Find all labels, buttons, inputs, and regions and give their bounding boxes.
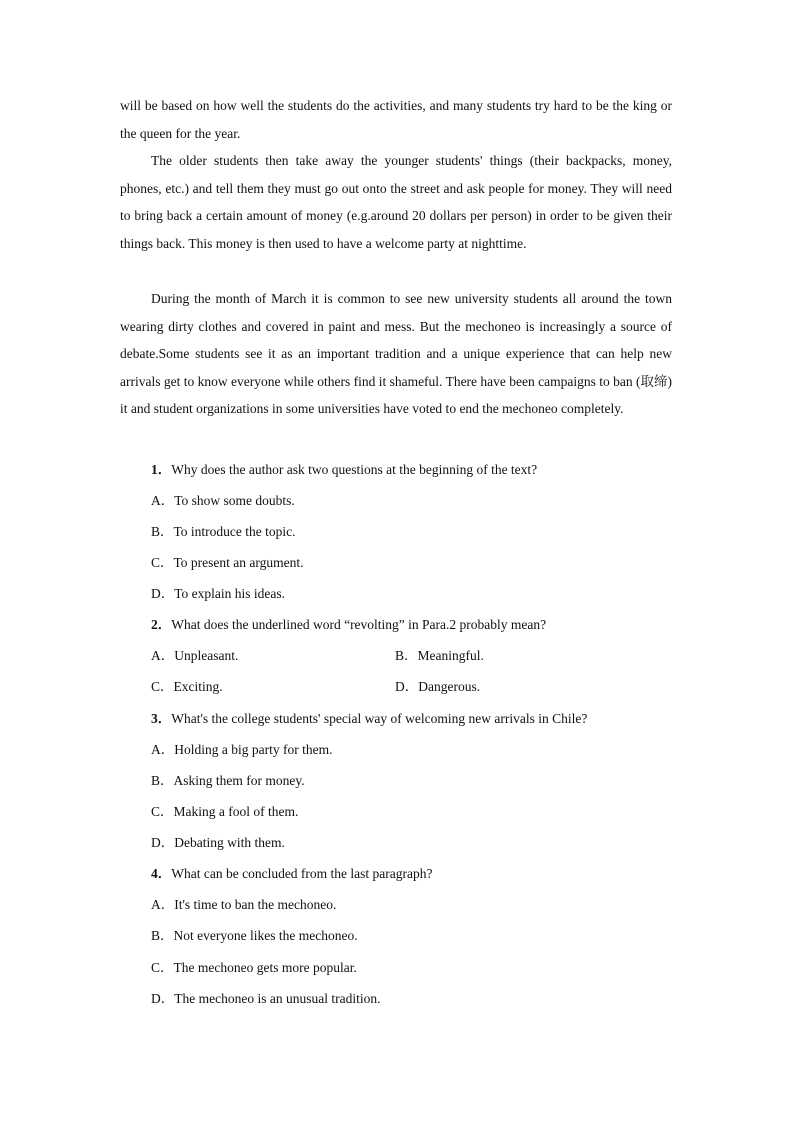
question-4-stem-line	[151, 864, 433, 884]
question-3-option-c: C．Making a fool of them.	[151, 804, 299, 819]
question-2-option-a: A．Unpleasant.	[151, 648, 239, 663]
question-3-stem-line	[151, 709, 587, 729]
question-1-option-d: D．To explain his ideas.	[151, 586, 286, 601]
passage-paragraph-1: will be based on how well the students do the activities, and many students try hard to be the king or the queen for the year.	[120, 98, 672, 141]
question-3-stem: What's the college students' special way of welcoming new arrivals in Chile?	[171, 711, 588, 726]
question-2-option-d: D．Dangerous.	[395, 679, 481, 694]
question-4-number: 4．	[151, 866, 172, 881]
question-1-option-c: C．To present an argument.	[151, 555, 304, 570]
question-2-stem: What does the underlined word “revolting” in Para.2 probably mean?	[171, 617, 547, 632]
passage-paragraph-2: The older students then take away the younger students' things (their backpacks, money, phones, etc.) and tell them they must go out onto the street and ask people for money. They will need to bring back a certain amount of money (e.g.around 20 dollars per person) in order to be given their things back. This money is then used to have a welcome party at nighttime.	[120, 153, 672, 251]
question-2-stem-line	[151, 615, 546, 635]
question-1-stem-line	[151, 460, 537, 480]
question-3-option-a: A．Holding a big party for them.	[151, 742, 333, 757]
question-4-option-a: A．It's time to ban the mechoneo.	[151, 897, 337, 912]
question-2-option-b: B．Meaningful.	[395, 648, 484, 663]
question-4-stem: What can be concluded from the last paragraph?	[171, 866, 433, 881]
question-1-option-b: B．To introduce the topic.	[151, 524, 296, 539]
question-3-number: 3．	[151, 711, 172, 726]
question-1-option-a: A．To show some doubts.	[151, 493, 295, 508]
question-2-option-c: C．Exciting.	[151, 679, 223, 694]
question-3-option-d: D．Debating with them.	[151, 835, 285, 850]
question-1-stem: Why does the author ask two questions at the beginning of the text?	[171, 462, 538, 477]
question-3-option-b: B．Asking them for money.	[151, 773, 305, 788]
passage-paragraph-3: During the month of March it is common to see new university students all around the town wearing dirty clothes and covered in paint and mess. But the mechoneo is increasingly a source of debate.Some students see it as an important tradition and a unique experience that can help new arrivals get to know everyone while others find it shameful. There have been campaigns to ban (取缔) it and student organizations in some universities have voted to end the mechoneo completely.	[120, 291, 672, 417]
question-1-number: 1．	[151, 462, 172, 477]
question-4-option-c: C．The mechoneo gets more popular.	[151, 960, 357, 975]
question-4-option-b: B．Not everyone likes the mechoneo.	[151, 928, 358, 943]
question-2-number: 2．	[151, 617, 172, 632]
question-4-option-d: D．The mechoneo is an unusual tradition.	[151, 991, 381, 1006]
